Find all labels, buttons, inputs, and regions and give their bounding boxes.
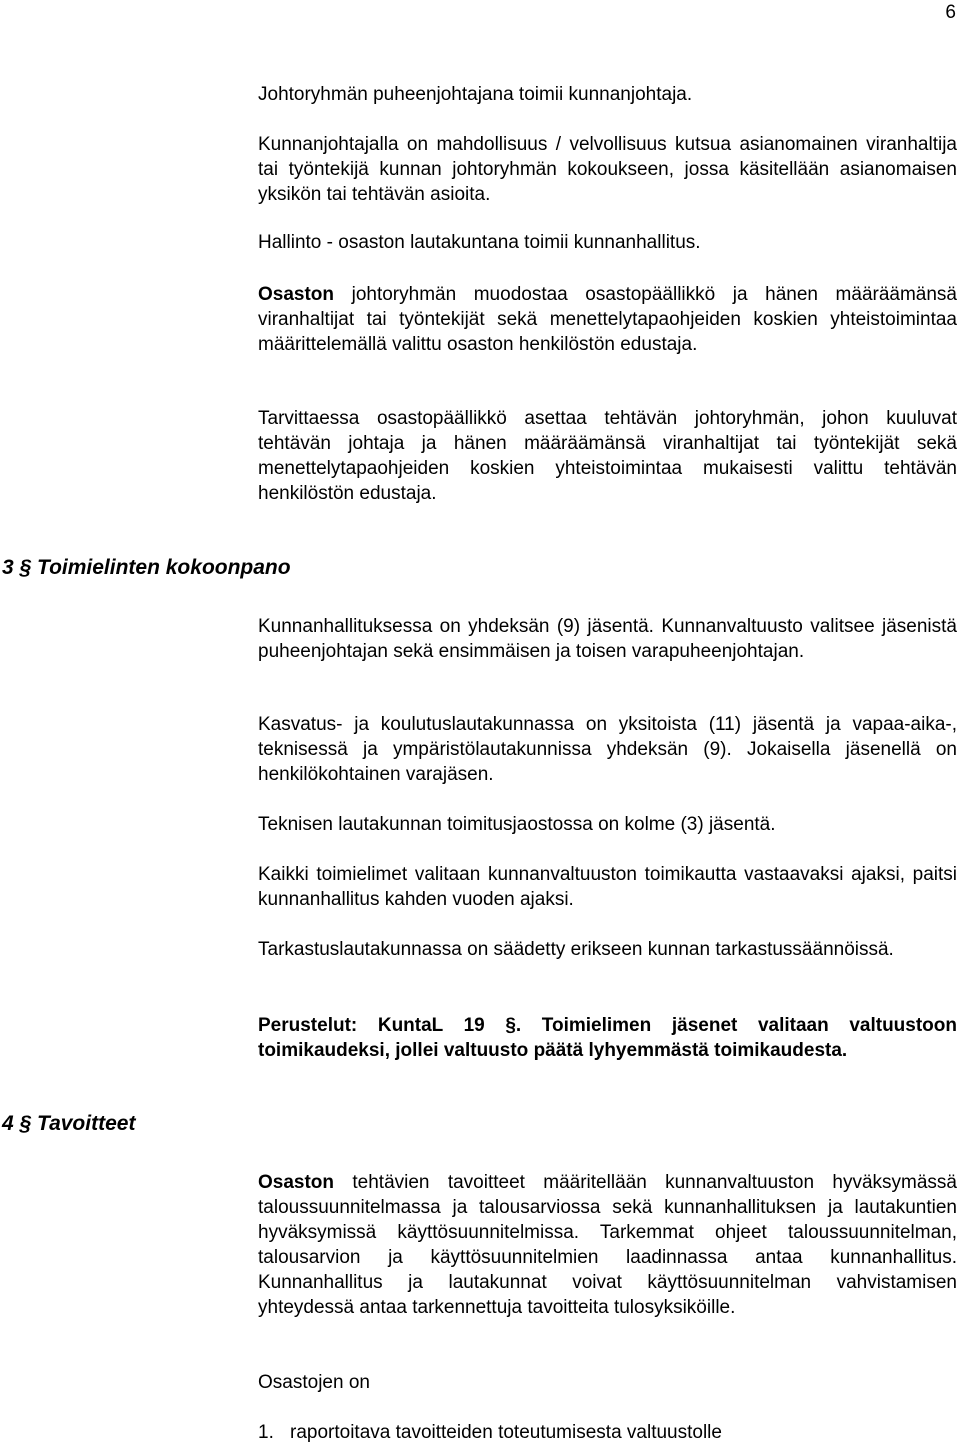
intro-paragraph-1: Johtoryhmän puheenjohtajana toimii kunnanjohtaja.: [258, 84, 693, 105]
intro-paragraph-4-text: johtoryhmän muodostaa osastopäällikkö ja hänen määräämänsä viranhaltijat tai työntekijät sekä menettelytapaohjeiden koskien yhteistoimintaa määrittelemällä valittu osaston henkilöstön edustaja.: [258, 284, 957, 355]
section-3-paragraph-4: Kaikki toimielimet valitaan kunnanvaltuuston toimikautta vastaavaksi ajaksi, paitsi kunnanhallitus kahden vuoden ajaksi.: [258, 864, 957, 910]
intro-paragraph-4: [258, 282, 957, 357]
list-item-number: 1.: [258, 1422, 274, 1443]
numbered-list-item: [258, 1420, 957, 1445]
page-number: 6: [945, 2, 956, 23]
intro-paragraph-3: Hallinto - osaston lautakuntana toimii kunnanhallitus.: [258, 232, 701, 253]
section-4-heading: 4 § Tavoitteet: [2, 1112, 136, 1135]
intro-paragraph-5: Tarvittaessa osastopäällikkö asettaa tehtävän johtoryhmän, johon kuuluvat tehtävän johtaja ja hänen määräämänsä viranhaltijat tai työntekijät sekä menettelytapaohjeiden koskien yhteistoimintaa mukaisesti valittu tehtävän henkilöstön edustaja.: [258, 408, 957, 504]
section-3-paragraph-3: Teknisen lautakunnan toimitusjaostossa on kolme (3) jäsentä.: [258, 814, 776, 835]
section-4-paragraph-1-text: tehtävien tavoitteet määritellään kunnanvaltuuston hyväksymässä taloussuunnitelmassa ja talousarviossa sekä kunnanhallituksen ja lautakuntien hyväksymissä käyttösuunnitelmissa. Tarkemmat ohjeet taloussuunnitelman, talousarvion ja käyttösuunnitelmien laadinnassa antaa kunnanhallitus. Kunnanhallitus ja lautakunnat voivat käyttösuunnitelman vahvistamisen yhteydessä antaa tarkennettuja tavoitteita tulosyksiköille.: [258, 1172, 957, 1318]
section-4-paragraph-1: [258, 1170, 957, 1320]
intro-paragraph-4-lead: Osaston: [258, 284, 335, 305]
list-item-text: raportoitava tavoitteiden toteutumisesta valtuustolle: [290, 1422, 722, 1443]
intro-paragraph-2: Kunnanjohtajalla on mahdollisuus / velvollisuus kutsua asianomainen viranhaltija tai työntekijä kunnan johtoryhmän kokoukseen, jossa käsitellään asianomaisen yksikön tai tehtävän asioita.: [258, 134, 957, 205]
section-3-rationale: Perustelut: KuntaL 19 §. Toimielimen jäsenet valitaan valtuustoon toimikaudeksi, jollei valtuusto päätä lyhyemmästä toimikaudesta.: [258, 1015, 957, 1061]
section-3-paragraph-2: Kasvatus- ja koulutuslautakunnassa on yksitoista (11) jäsentä ja vapaa-aika-, teknisessä ja ympäristölautakunnissa yhdeksän (9). Jokaisella jäsenellä on henkilökohtainen varajäsen.: [258, 714, 957, 785]
section-4-paragraph-1-lead: Osaston: [258, 1172, 335, 1193]
section-3-heading: 3 § Toimielinten kokoonpano: [2, 556, 291, 579]
section-4-paragraph-2: Osastojen on: [258, 1372, 370, 1393]
section-3-paragraph-5: Tarkastuslautakunnassa on säädetty erikseen kunnan tarkastussäännöissä.: [258, 939, 894, 960]
section-3-paragraph-1: Kunnanhallituksessa on yhdeksän (9) jäsentä. Kunnanvaltuusto valitsee jäsenistä puheenjohtajan sekä ensimmäisen ja toisen varapuheenjohtajan.: [258, 616, 957, 662]
